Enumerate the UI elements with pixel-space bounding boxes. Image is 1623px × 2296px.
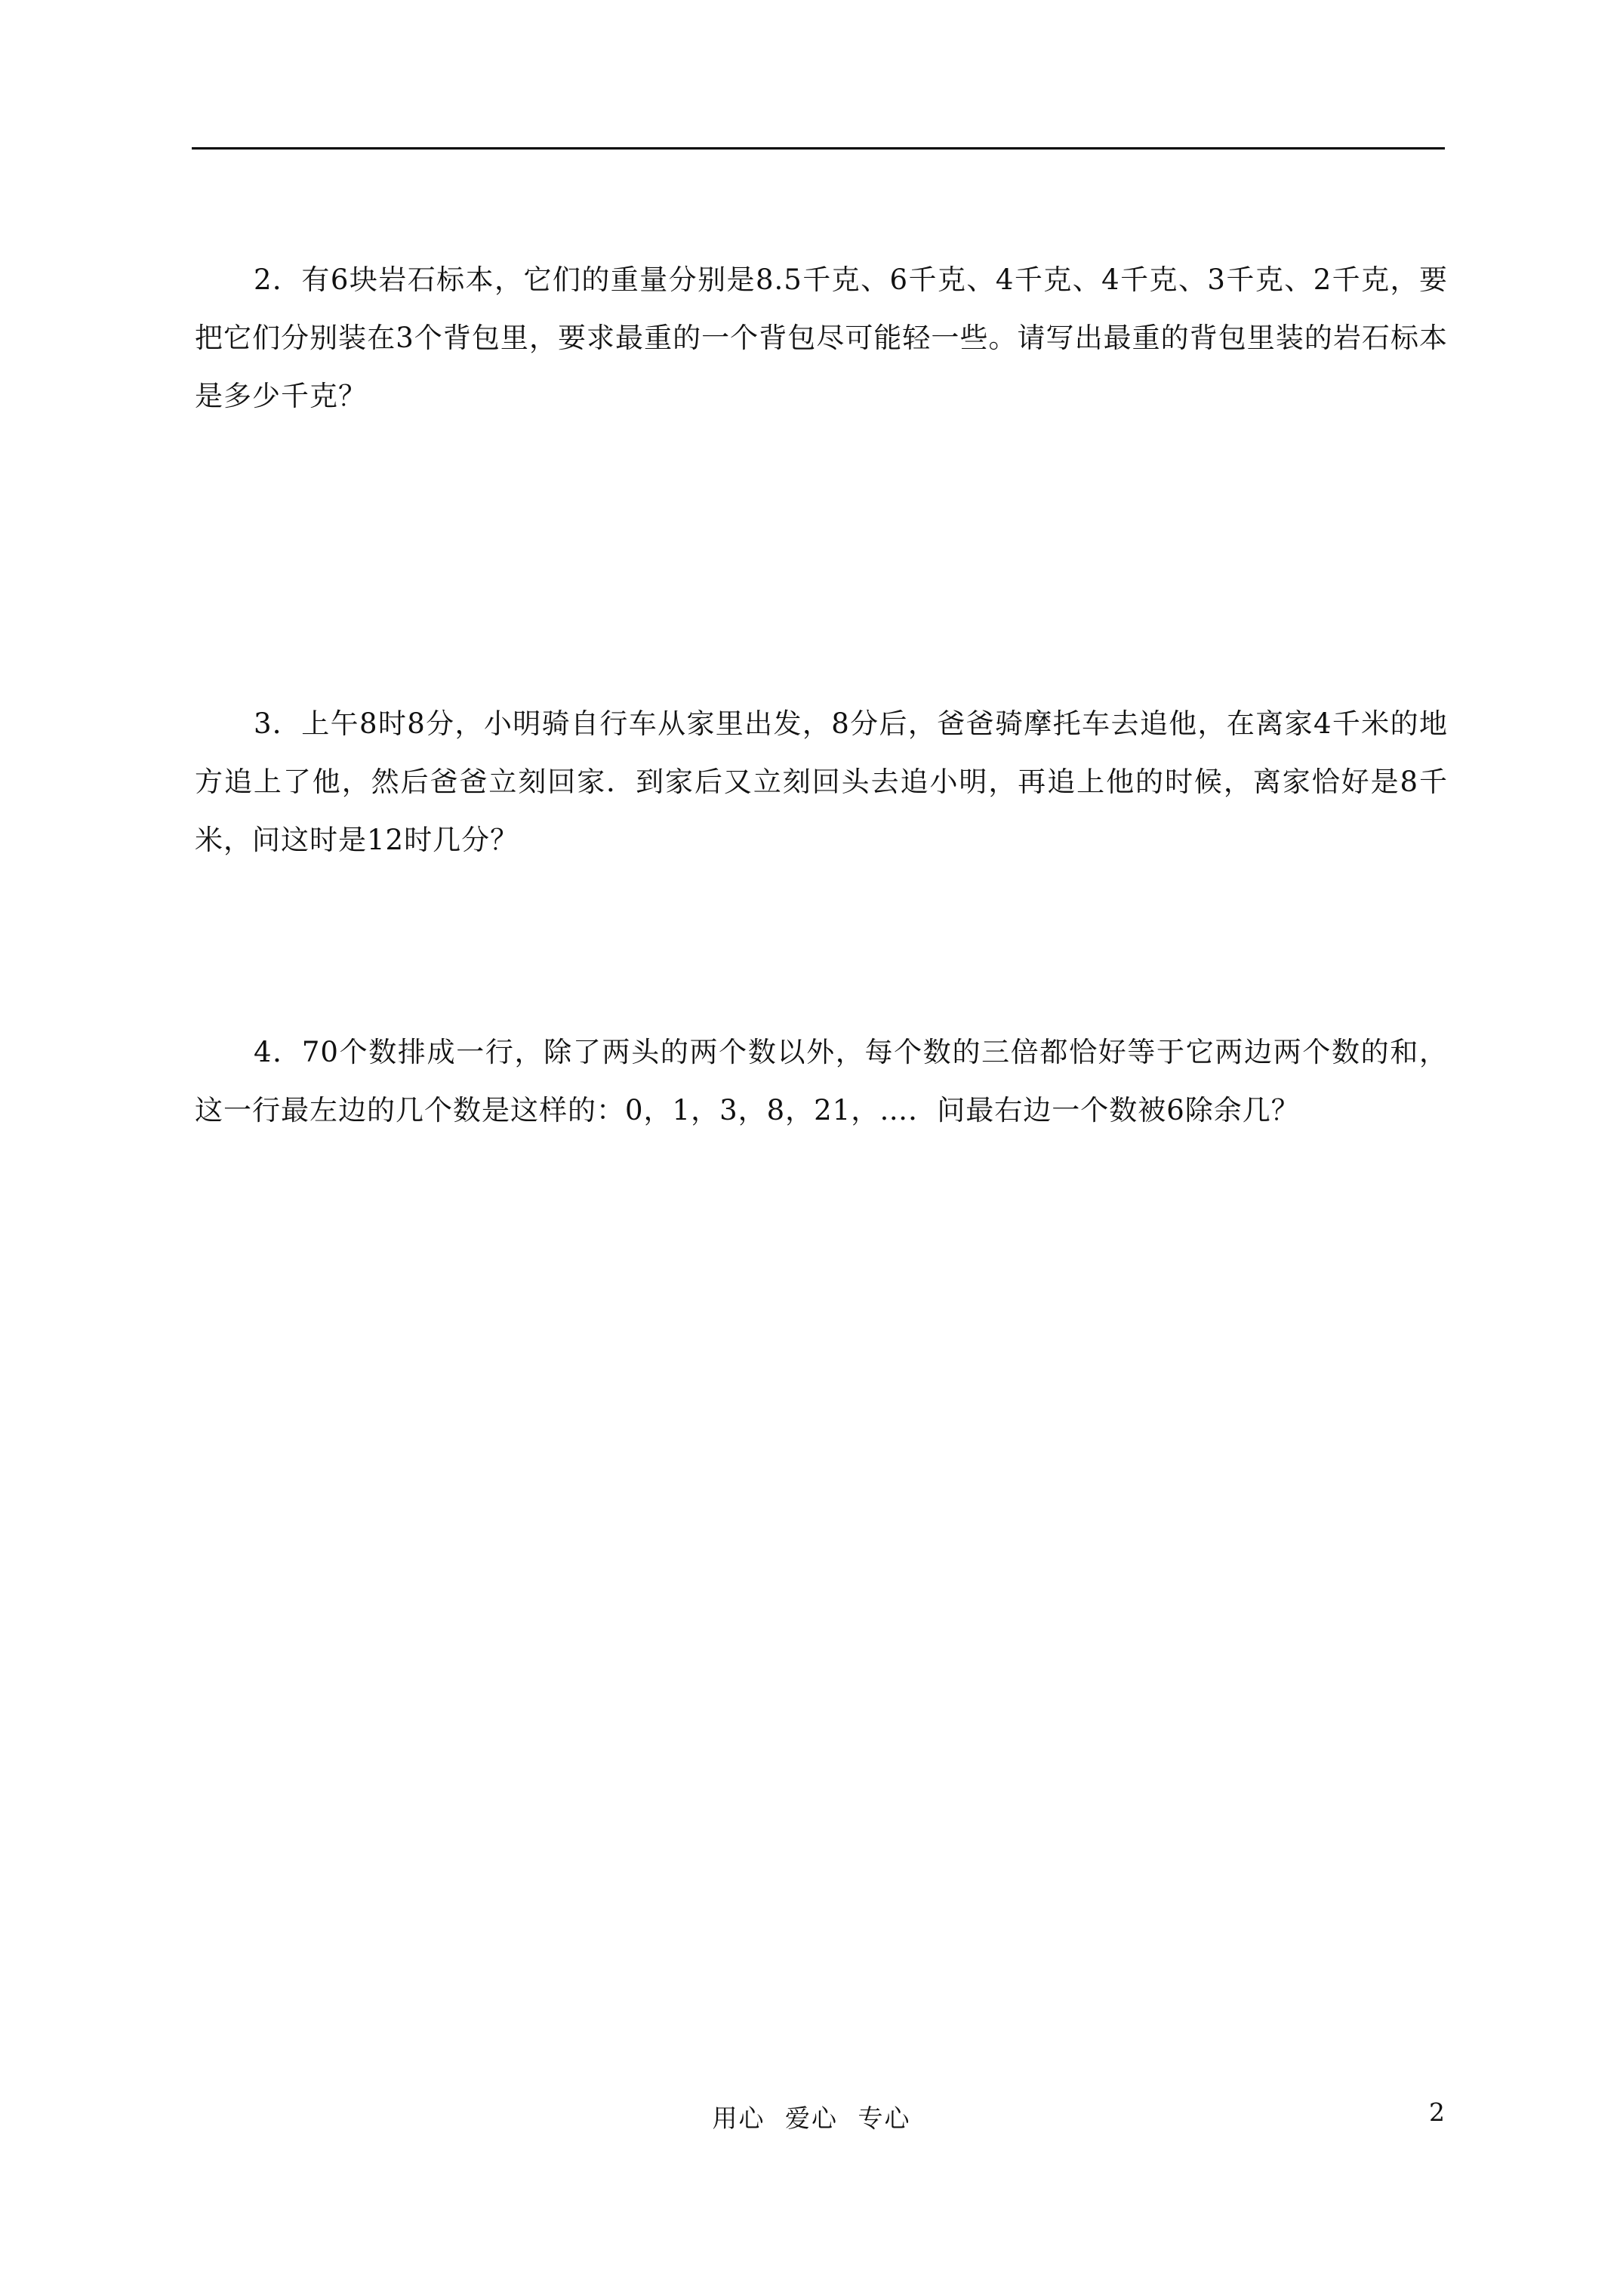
header-rule (192, 147, 1445, 149)
footer-motto: 用心 爱心 专心 (712, 2103, 911, 2133)
question-2: 2．有6块岩石标本，它们的重量分别是8.5千克、6千克、4千克、4千克、3千克、2千克，要把它们分别装在3个背包里，要求最重的一个背包尽可能轻一些。请写出最重的背包里装的岩石标本是多少千克？ (195, 264, 1448, 412)
question-4: 4．70个数排成一行，除了两头的两个数以外，每个数的三倍都恰好等于它两边两个数的和，这一行最左边的几个数是这样的：0，1，3，8，21，…．问最右边一个数被6除余几？ (195, 1036, 1448, 1126)
page-number: 2 (1429, 2097, 1445, 2127)
question-3: 3．上午8时8分，小明骑自行车从家里出发，8分后，爸爸骑摩托车去追他，在离家4千米的地方追上了他，然后爸爸立刻回家．到家后又立刻回头去追小明，再追上他的时候，离家恰好是8千米，问这时是12时几分？ (195, 707, 1448, 856)
